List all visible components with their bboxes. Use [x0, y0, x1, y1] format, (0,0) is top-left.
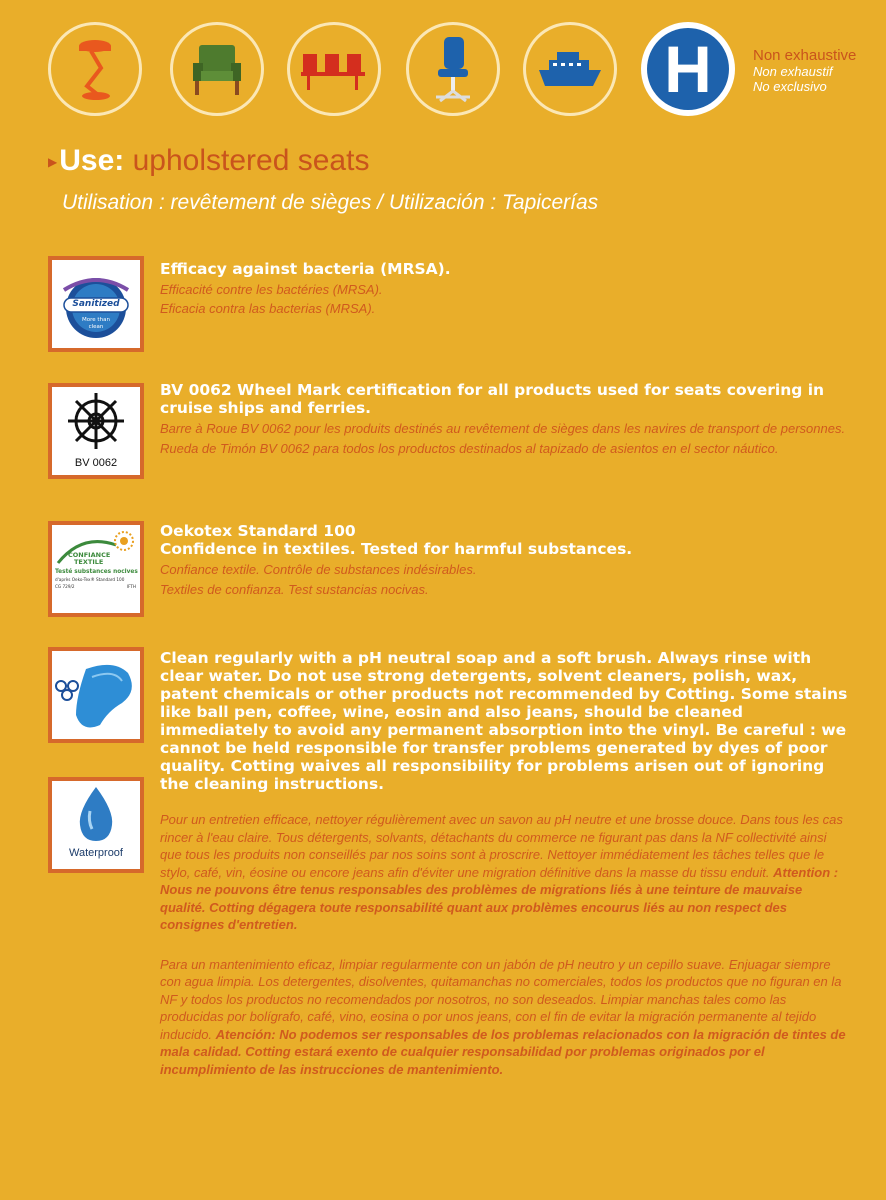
use-subtitle: Utilisation : revêtement de sièges / Utilización : Tapicerías: [62, 191, 599, 214]
bv0062-label: BV 0062: [74, 457, 118, 469]
cruise-ship-icon: [523, 22, 617, 116]
cleaning-fr-text: Pour un entretien efficace, nettoyer régulièrement avec un savon au pH neutre et une brosse douce. Dans tous les cas rincer à l'eau claire. Tous détergents, solvants, détachants du commerce ne figurant pas dans la NF collectivité ainsi que tous les produits non conseillés par nos soins sont à proscrire. Nettoyer immédiatement les tâches telles que le stylo, café, vin, éosine ou encore jeans afin d'éviter une migration définitive dans la masse du tissu enduit.: [160, 812, 843, 880]
stool-icon: [48, 22, 142, 116]
sanitized-brand: Sanitized: [72, 299, 120, 309]
cleaning-instructions: [160, 649, 850, 1082]
oekotex-inst: IFTH: [126, 584, 136, 589]
non-exhaustive-note: [753, 47, 856, 94]
cleaning-fr-bold: Attention : Nous ne pouvons être tenus responsables des problèmes de migrations liés à une teinture de mauvaise qualité. Cotting dégagera toute responsabilité quant aux problèmes encourus liés au non respect des consignes d'entretien.: [160, 864, 839, 932]
feature-wheelmark: [160, 381, 850, 457]
sanitized-tagline: More than clean: [82, 317, 110, 330]
feature-oekotex-en-1: Oekotex Standard 100: [160, 522, 356, 540]
bullet-triangle-icon: ▶: [48, 155, 58, 170]
feature-oekotex-fr: Confiance textile. Contrôle de substances indésirables.: [160, 562, 477, 577]
feature-bacteria-es: Eficacia contra las bacterias (MRSA).: [160, 300, 376, 316]
non-exhaustive-en: Non exhaustive: [753, 47, 857, 64]
feature-wheelmark-en: BV 0062 Wheel Mark certification for all products used for seats covering in cruise ships and ferries.: [160, 381, 825, 417]
water-drop-icon: [52, 781, 140, 845]
office-chair-icon: [406, 22, 500, 116]
hospital-icon: H: [641, 22, 735, 116]
cleaning-fr: [160, 811, 850, 934]
use-heading: [48, 144, 369, 178]
oekotex-line4: d'après Oeko-Tex® Standard 100: [55, 577, 125, 582]
bv0062-badge: [48, 383, 144, 479]
oekotex-line3: Testé substances nocives: [55, 569, 138, 575]
feature-bacteria: [160, 260, 850, 317]
use-value: upholstered seats: [124, 144, 370, 177]
armchair-icon: [170, 22, 264, 116]
cleaning-en: Clean regularly with a pH neutral soap and a soft brush. Always rinse with clear water. Do not use strong detergents, solvent cleaners, polish, wax, patent chemicals or other products not recommended by Cotting. Some stains like ball pen, coffee, wine, eosin and also jeans, should be cleaned immediately to avoid any permanent absorption into the vinyl. Be careful : we cannot be held responsible for transfer problems generated by dyes of poor quality. Cotting waives all responsibility for problems arisen out of ignoring the cleaning instructions.: [160, 649, 848, 793]
feature-bacteria-en: Efficacy against bacteria (MRSA).: [160, 260, 451, 278]
waterproof-badge: [48, 777, 144, 873]
sanitized-badge: [48, 256, 144, 352]
non-exhaustive-fr: Non exhaustif: [753, 64, 833, 79]
usage-icon-row: [48, 22, 878, 122]
oekotex-badge: [48, 521, 144, 617]
oekotex-line2: TEXTILE: [74, 558, 104, 566]
use-colon: :: [114, 144, 125, 177]
feature-oekotex-es: Textiles de confianza. Test sustancias nocivas.: [160, 581, 429, 597]
cleaning-es-bold: Atención: No podemos ser responsables de los problemas relacionados con la migración de tintes de mala calidad. Cotting estará exento de cualquier responsabilidad por problemas originados por el incumplimiento de las instrucciones de mantenimiento.: [160, 1026, 846, 1077]
oekotex-code: CG 729/2: [55, 584, 75, 589]
feature-wheelmark-es: Rueda de Timón BV 0062 para todos los productos destinados al tapizado de asientos en el sector náutico.: [160, 440, 779, 456]
use-label: Use: [59, 144, 115, 177]
bench-seating-icon: [287, 22, 381, 116]
ship-wheel-icon: [52, 387, 140, 457]
oekotex-line1: CONFIANCE: [68, 551, 111, 559]
feature-oekotex: [160, 522, 850, 598]
feature-oekotex-en-2: Confidence in textiles. Tested for harmful substances.: [160, 540, 633, 558]
cleaning-badge: [48, 647, 144, 743]
soap-bubbles-icon: [52, 651, 140, 739]
cleaning-es-text: Para un mantenimiento eficaz, limpiar regularmente con un jabón de pH neutro y un cepillo suave. Enjuagar siempre con agua limpia. Los detergentes, disolventes, quitamanchas no comerciales, todos los productos que no figuran en la NF y todos los productos no recomendados por nosotros, no son deseados. Limpiar manchas tales como las producidas por bolígrafo, café, vino, eosina o por unos jeans, con el fin de evitar la migración permanente al tejido inducido.: [160, 956, 842, 1042]
feature-wheelmark-fr: Barre à Roue BV 0062 pour les produits destinés au revêtement de sièges dans les navires de transport de personnes.: [160, 421, 846, 436]
non-exhaustive-es: No exclusivo: [753, 79, 827, 94]
feature-bacteria-fr: Efficacité contre les bactéries (MRSA).: [160, 282, 383, 297]
cleaning-es: [160, 956, 850, 1079]
waterproof-label: Waterproof: [68, 847, 123, 859]
